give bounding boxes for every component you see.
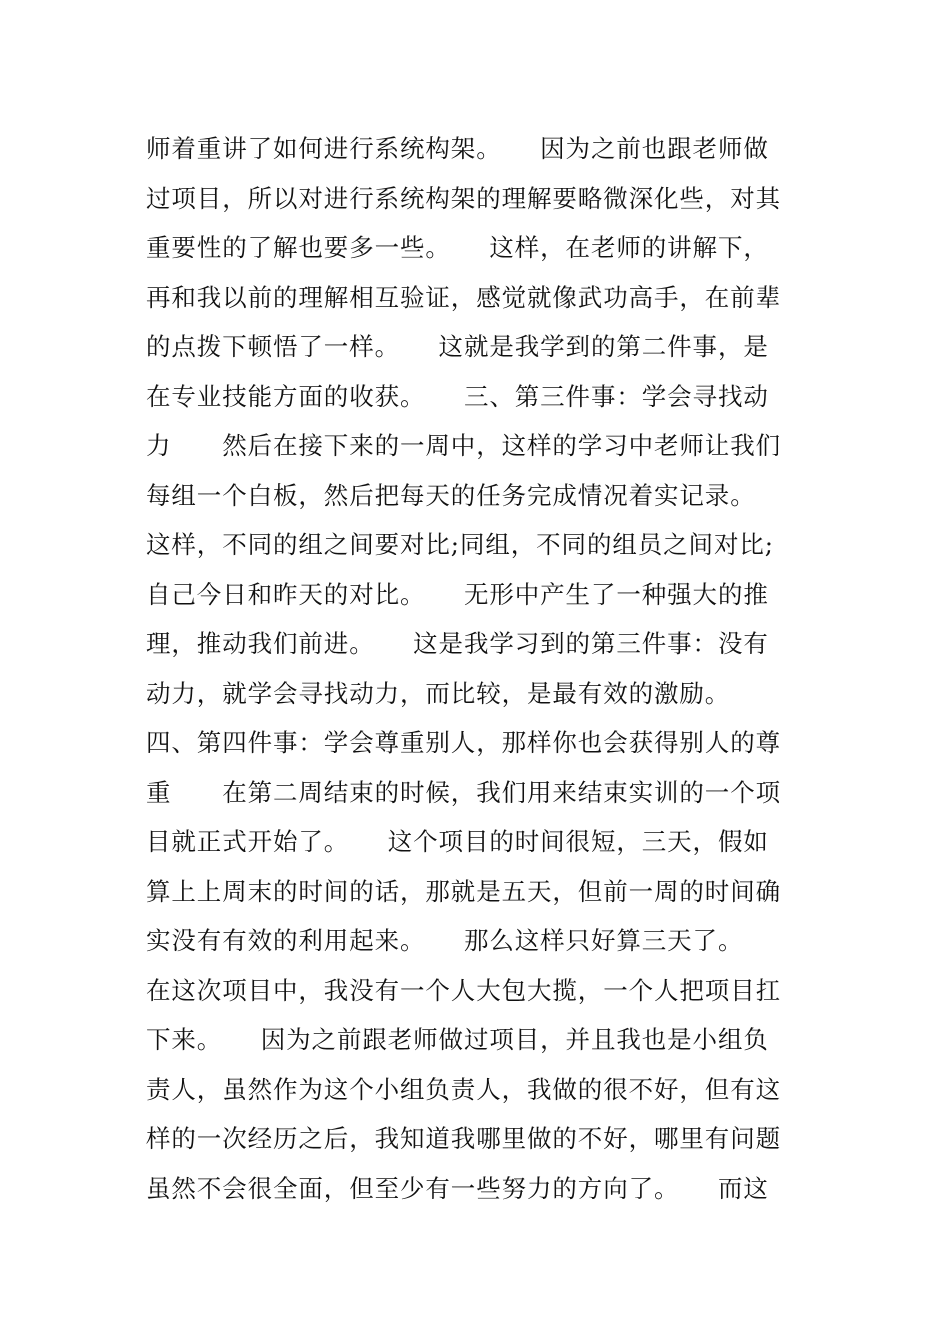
text-line: 过项目，所以对进行系统构架的理解要略微深化些，对其 [146,183,781,213]
text-line: 师着重讲了如何进行系统构架。 因为之前也跟老师做 [146,134,769,163]
text-line: 的点拨下顿悟了一样。 这就是我学到的第二件事，是 [146,332,769,361]
body-text [146,124,806,1213]
text-line: 再和我以前的理解相互验证，感觉就像武功高手，在前辈 [146,282,781,312]
text-line: 算上上周末的时间的话，那就是五天，但前一周的时间确 [146,876,781,906]
text-line: 在专业技能方面的收获。 三、第三件事：学会寻找动 [146,381,769,411]
text-line: 下来。 因为之前跟老师做过项目，并且我也是小组负 [146,1025,769,1054]
text-line: 这样，不同的组之间要对比;同组，不同的组员之间对比; [146,530,774,559]
text-line: 自己今日和昨天的对比。 无形中产生了一种强大的推 [146,579,769,609]
text-line: 虽然不会很全面，但至少有一些努力的方向了。 而这 [146,1173,769,1203]
text-line: 样的一次经历之后，我知道我哪里做的不好，哪里有问题 [146,1124,781,1153]
text-line: 力 然后在接下来的一周中，这样的学习中老师让我们 [146,431,781,460]
text-line: 重 在第二周结束的时候，我们用来结束实训的一个项 [146,777,781,807]
text-line: 动力，就学会寻找动力，而比较，是最有效的激励。 [146,678,731,708]
text-line: 理，推动我们前进。 这是我学习到的第三件事：没有 [146,629,769,658]
text-line: 每组一个白板，然后把每天的任务完成情况着实记录。 [146,480,756,510]
text-line: 责人，虽然作为这个小组负责人，我做的很不好，但有这 [146,1074,781,1104]
text-line: 四、第四件事：学会尊重别人，那样你也会获得别人的尊 [146,728,781,757]
text-line: 重要性的了解也要多一些。 这样，在老师的讲解下， [146,233,769,262]
text-line: 在这次项目中，我没有一个人大包大揽，一个人把项目扛 [146,975,781,1005]
text-line: 目就正式开始了。 这个项目的时间很短，三天，假如 [146,827,769,856]
text-line: 实没有有效的利用起来。 那么这样只好算三天了。 [146,926,744,955]
